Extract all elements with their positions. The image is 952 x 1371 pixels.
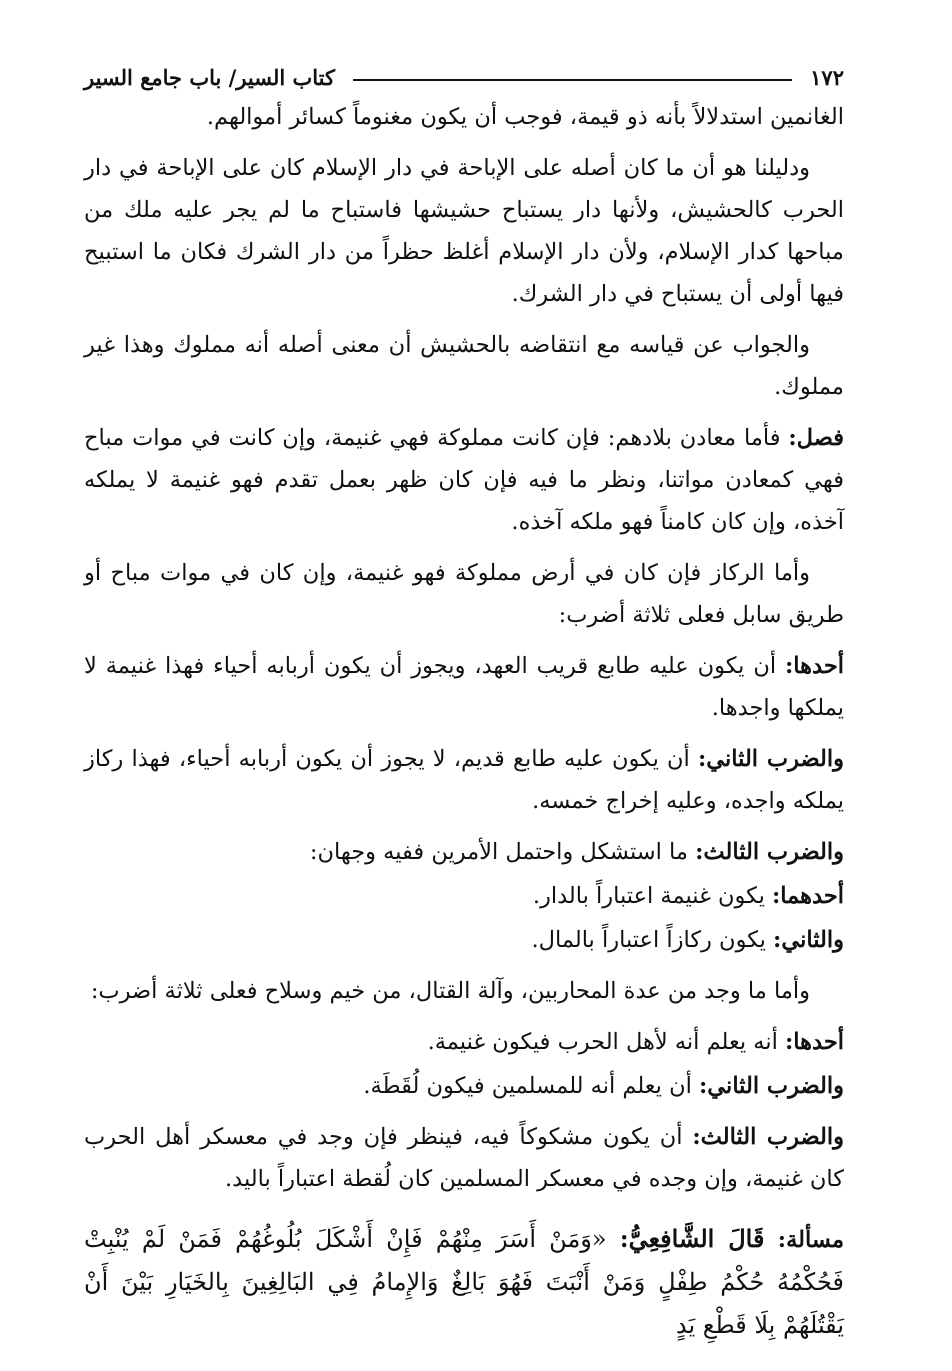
paragraph-label: أحدها: <box>785 1029 844 1055</box>
paragraph: وأما الركاز فإن كان في أرض مملوكة فهو غنيمة، وإن كان في موات مباح أو طريق سابل فعلى ثلاثة أضرب: <box>84 560 844 628</box>
masala-prefix: مسألة: <box>764 1227 844 1253</box>
masala-quote: «وَمَنْ أَسَرَ مِنْهُمْ فَإِنْ أَشْكَلَ بُلُوغُهُمْ فَمَنْ لَمْ يُنْبِتْ فَحُكْمُهُ حُكْمُ طِفْلٍ وَمَنْ أَنْبَتَ فَهُوَ بَالِغٌ وَالإِمامُ فِي البَالِغِينَ بِالخَيَارِ بَيْنَ أَنْ يَقْتُلَهُمْ بِلَا قَطْعِ يَدٍ <box>84 1225 844 1339</box>
body-text <box>84 96 844 1347</box>
paragraph: وأما ما وجد من عدة المحاربين، وآلة القتال، من خيم وسلاح فعلى ثلاثة أضرب: <box>90 978 810 1004</box>
page-number: ١٧٢ <box>810 64 844 90</box>
labeled-paragraph: والضرب الثاني: أن يعلم أنه للمسلمين فيكون لُقَطَة. <box>363 1073 844 1099</box>
paragraph-label: أحدهما: <box>771 883 844 909</box>
paragraph-label: والضرب الثالث: <box>695 839 844 865</box>
labeled-paragraph: أحدها: أن يكون عليه طابع قريب العهد، ويجوز أن يكون أربابه أحياء فهذا غنيمة لا يملكها واجدها. <box>84 653 844 721</box>
running-title: كتاب السير/ باب جامع السير <box>84 64 336 90</box>
section-paragraph: فصل: فأما معادن بلادهم: فإن كانت مملوكة فهي غنيمة، وإن كانت في موات مباح فهي كمعادن مواتنا، ونظر ما فيه فإن كان ظهر بعمل تقدم فهو غنيمة لا يملكه آخذه، وإن كان كامناً فهو ملكه آخذه. <box>84 425 844 535</box>
labeled-paragraph: والثاني: يكون ركازاً اعتباراً بالمال. <box>531 927 844 953</box>
paragraph: الغانمين استدلالاً بأنه ذو قيمة، فوجب أن يكون مغنوماً كسائر أموالهم. <box>206 104 844 130</box>
running-header <box>84 62 844 92</box>
masala-attribution: قَالَ الشَّافِعِيُّ: <box>619 1224 765 1253</box>
labeled-paragraph: أحدهما: يكون غنيمة اعتباراً بالدار. <box>532 883 844 909</box>
document-page <box>84 62 844 1356</box>
labeled-paragraph: والضرب الثالث: ما استشكل واحتمل الأمرين ففيه وجهان: <box>309 839 844 865</box>
paragraph-label: أحدها: <box>785 653 844 679</box>
paragraph: والجواب عن قياسه مع انتقاضه بالحشيش أن معنى أصله أنه مملوك وهذا غير مملوك. <box>84 332 844 400</box>
header-rule <box>353 79 792 81</box>
labeled-paragraph: أحدها: أنه يعلم أنه لأهل الحرب فيكون غنيمة. <box>427 1029 844 1055</box>
masala-paragraph <box>84 1218 844 1347</box>
paragraph-label: والثاني: <box>773 927 844 953</box>
paragraph: ودليلنا هو أن ما كان أصله على الإباحة في دار الإسلام كان على الإباحة في دار الحرب كالحشيش، ولأنها دار يستباح حشيشها فاستباح ما لم يجر عليه ملك من مباحها كدار الإسلام، ولأن دار الإسلام أغلظ حظراً من دار الشرك فكان ما استبيح فيها أولى أن يستباح في دار الشرك. <box>84 155 844 307</box>
paragraph-label: والضرب الثالث: <box>692 1124 845 1150</box>
paragraph-label: والضرب الثاني: <box>699 1073 844 1099</box>
labeled-paragraph: والضرب الثاني: أن يكون عليه طابع قديم، لا يجوز أن يكون أربابه أحياء، فهذا ركاز يملكه واجده، وعليه إخراج خمسه. <box>84 746 844 814</box>
section-label: فصل: <box>788 425 844 451</box>
paragraph-label: والضرب الثاني: <box>697 746 844 772</box>
labeled-paragraph: والضرب الثالث: أن يكون مشكوكاً فيه، فينظر فإن وجد في معسكر أهل الحرب كان غنيمة، وإن وجده في معسكر المسلمين كان لُقطة اعتباراً باليد. <box>84 1124 845 1192</box>
